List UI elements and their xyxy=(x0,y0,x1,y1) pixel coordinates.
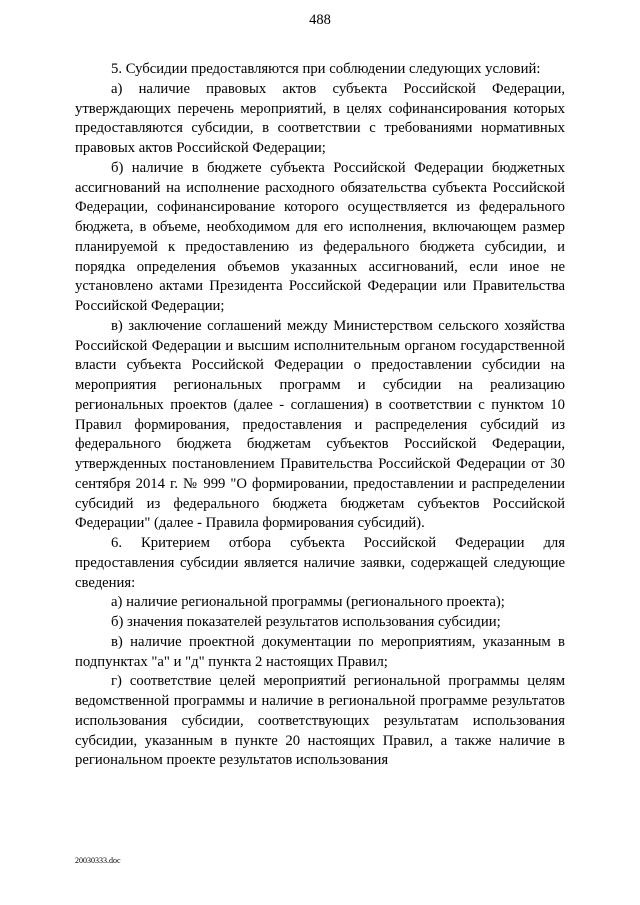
paragraph-clause-6g: г) соответствие целей мероприятий региональной программы целям ведомственной программы и наличие в региональной программе результатов использования субсидии, соответствующих результатам использования субсидии, указанным в пункте 20 настоящих Правил, а также наличие в региональном проекте результатов использования xyxy=(75,673,565,769)
page-number: 488 xyxy=(309,12,331,28)
paragraph-clause-5b: б) наличие в бюджете субъекта Российской Федерации бюджетных ассигнований на исполнение расходного обязательства субъекта Российской Федерации, софинансирование которого осуществляется из федерального бюджета, в объеме, необходимом для его исполнения, включающем размер планируемой к предоставлению из федерального бюджета субсидии, и порядка определения объемов указанных ассигнований, если иное не установлено актами Президента Российской Федерации или Правительства Российской Федерации; xyxy=(75,159,565,314)
paragraph-clause-5a: а) наличие правовых актов субъекта Российской Федерации, утверждающих перечень мероприятий, в целях софинансирования которых предоставляются субсидии, в соответствии с требованиями нормативных правовых актов Российской Федерации; xyxy=(75,80,565,156)
paragraph-clause-6: 6. Критерием отбора субъекта Российской Федерации для предоставления субсидии является наличие заявки, содержащей следующие сведения: xyxy=(75,535,565,591)
document-body xyxy=(75,60,565,771)
footer-filename: 20030333.doc xyxy=(75,856,121,865)
paragraph-clause-5: 5. Субсидии предоставляются при соблюдении следующих условий: xyxy=(111,61,541,77)
paragraph-clause-5v: в) заключение соглашений между Министерством сельского хозяйства Российской Федерации и высшим исполнительным органом государственной власти субъекта Российской Федерации о предоставлении субсидии на мероприятия региональных программ и субсидии на реализацию региональных проектов (далее - соглашения) в соответствии с пунктом 10 Правил формирования, предоставления и распределения субсидий из федерального бюджета бюджетам субъектов Российской Федерации, утвержденных постановлением Правительства Российской Федерации от 30 сентября 2014 г. № 999 "О формировании, предоставлении и распределении субсидий из федерального бюджета бюджетам субъектов Российской Федерации" (далее - Правила формирования субсидий). xyxy=(75,317,565,532)
paragraph-clause-6a: а) наличие региональной программы (регионального проекта); xyxy=(111,594,505,611)
paragraph-clause-6v: в) наличие проектной документации по мероприятиям, указанным в подпунктах "а" и "д" пункта 2 настоящих Правил; xyxy=(75,633,565,670)
paragraph-clause-6b: б) значения показателей результатов использования субсидии; xyxy=(111,614,501,630)
